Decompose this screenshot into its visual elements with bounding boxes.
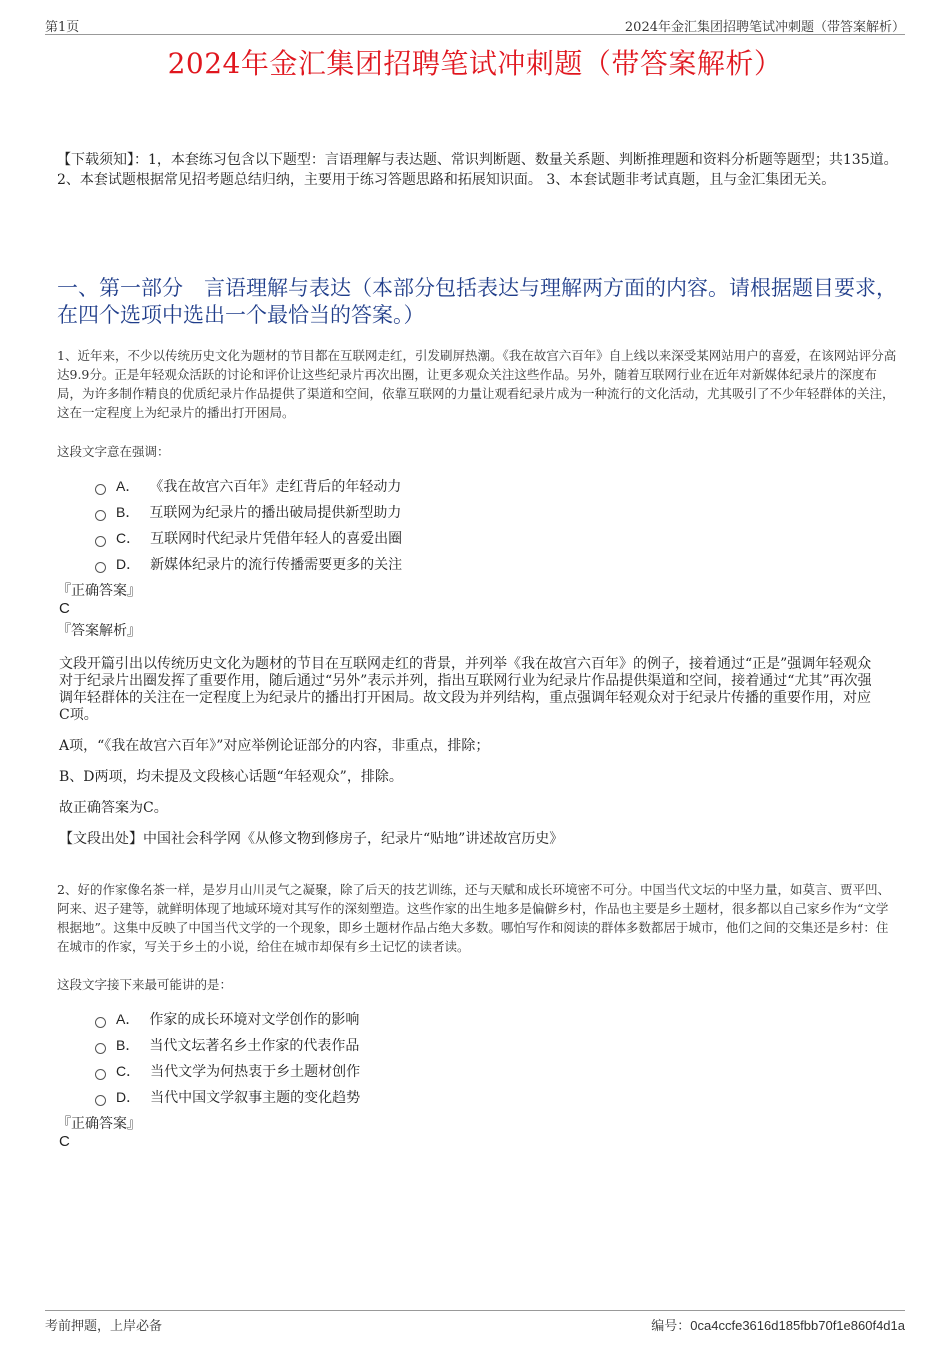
question-2-answer — [57, 1113, 899, 1153]
header-doc-title: 2024年金汇集团招聘笔试冲刺题（带答案解析） — [624, 20, 905, 35]
answer-value: C — [59, 600, 70, 617]
page-header — [45, 14, 905, 35]
option-text: 作家的成长环境对文学创作的影响 — [149, 1012, 360, 1028]
option-text: 互联网时代纪录片凭借年轻人的喜爱出圈 — [150, 531, 403, 547]
analysis-paragraph: 故正确答案为C。 — [59, 800, 168, 816]
radio-icon[interactable] — [95, 1043, 106, 1054]
option-letter: A． — [116, 478, 140, 494]
footer-code — [651, 1315, 905, 1334]
question-1-option-b[interactable] — [95, 499, 695, 525]
question-2-option-b[interactable] — [95, 1032, 695, 1058]
radio-icon[interactable] — [95, 1095, 106, 1106]
analysis-paragraph: 文段开篇引出以传统历史文化为题材的节目在互联网走红的背景，并列举《我在故宫六百年》的例子，接着通过“正是”强调年轻观众对于纪录片出圈发挥了重要作用，随后通过“另外”表示并列，指出互联网行业为纪录片作品提供渠道和空间，接着通过“尤其”再次强调年轻群体的关注在一定程度上为纪录片的播出打开困局。故文段为并列结构，重点强调年轻观众对于纪录片传播的重要作用，对应C项。 — [59, 656, 872, 723]
radio-icon[interactable] — [95, 1017, 106, 1028]
option-text: 新媒体纪录片的流行传播需要更多的关注 — [150, 557, 403, 573]
radio-icon[interactable] — [95, 510, 106, 521]
option-letter: C． — [116, 1063, 141, 1079]
answer-label: 『正确答案』 — [57, 1116, 141, 1132]
download-notice: 【下载须知】：1，本套练习包含以下题型：言语理解与表达题、常识判断题、数量关系题、判断推理题和资料分析题等题型；共135道。 2、本套试题根据常见招考题总结归纳，主要用于练习答题思路和拓展知识面。 3、本套试题非考试真题，且与金汇集团无关。 — [57, 152, 898, 188]
section-title: 一、第一部分 言语理解与表达（本部分包括表达与理解两方面的内容。请根据题目要求，在四个选项中选出一个最恰当的答案。） — [57, 276, 897, 327]
answer-value: C — [59, 1133, 70, 1150]
radio-icon[interactable] — [95, 562, 106, 573]
option-text: 当代文学为何热衷于乡土题材创作 — [150, 1064, 361, 1080]
option-letter: D． — [116, 556, 141, 572]
option-letter: D． — [116, 1089, 141, 1105]
footer-code-label: 编号： — [651, 1319, 691, 1334]
option-letter: B． — [116, 1037, 140, 1053]
question-1-option-d[interactable] — [95, 551, 695, 577]
analysis-paragraph: B、D两项，均未提及文段核心话题“年轻观众”，排除。 — [59, 769, 403, 785]
question-1-analysis — [59, 656, 881, 862]
option-letter: C． — [116, 530, 141, 546]
radio-icon[interactable] — [95, 536, 106, 547]
option-text: 《我在故宫六百年》走红背后的年轻动力 — [149, 479, 402, 495]
question-1-text: 1、近年来，不少以传统历史文化为题材的节目都在互联网走红，引发刷屏热潮。《我在故宫六百年》自上线以来深受某网站用户的喜爱，在该网站评分高达9.9分。正是年轻观众活跃的讨论和评价让这些纪录片再次出圈，让更多观众关注这些作品。另外，随着互联网行业在近年对新媒体纪录片的深度布局，为许多制作精良的优质纪录片作品提供了渠道和空间，依靠互联网的力量让观看纪录片成为一种流行的文化活动，尤其吸引了不少年轻群体的关注，这在一定程度上为纪录片的播出打开困局。 — [57, 348, 897, 420]
option-letter: A． — [116, 1011, 140, 1027]
option-text: 互联网为纪录片的播出破局提供新型助力 — [149, 505, 402, 521]
question-1-options — [95, 473, 695, 577]
option-text: 当代中国文学叙事主题的变化趋势 — [150, 1090, 361, 1106]
page-number: 第1页 — [45, 20, 80, 35]
footer-code-value: 0ca4ccfe3616d185fbb70f1e860f4d1a — [690, 1318, 905, 1333]
document-title: 2024年金汇集团招聘笔试冲刺题（带答案解析） — [167, 47, 783, 80]
question-2-text: 2、好的作家像名茶一样，是岁月山川灵气之凝聚，除了后天的技艺训练，还与天赋和成长环境密不可分。中国当代文坛的中坚力量，如莫言、贾平凹、阿来、迟子建等，就鲜明体现了地域环境对其写作的深刻塑造。这些作家的出生地多是偏僻乡村，作品也主要是乡土题材，很多都以自己家乡作为“文学根据地”。这集中反映了中国当代文学的一个现象，即乡土题材作品占绝大多数。哪怕写作和阅读的群体多数都居于城市，他们之间的交集还是乡村：住在城市的作家，写关于乡土的小说，给住在城市却保有乡土记忆的读者读。 — [57, 882, 890, 954]
radio-icon[interactable] — [95, 484, 106, 495]
analysis-source: 【文段出处】中国社会科学网《从修文物到修房子，纪录片“贴地”讲述故宫历史》 — [59, 831, 564, 847]
question-1-option-a[interactable] — [95, 473, 695, 499]
page-footer — [45, 1310, 905, 1334]
analysis-label: 『答案解析』 — [57, 623, 141, 639]
question-2-option-c[interactable] — [95, 1058, 695, 1084]
question-1-option-c[interactable] — [95, 525, 695, 551]
option-letter: B． — [116, 504, 140, 520]
question-2-options — [95, 1006, 695, 1110]
question-1-prompt: 这段文字意在强调： — [57, 444, 170, 459]
question-2-prompt: 这段文字接下来最可能讲的是： — [57, 977, 233, 992]
question-2-option-d[interactable] — [95, 1084, 695, 1110]
radio-icon[interactable] — [95, 1069, 106, 1080]
footer-slogan: 考前押题，上岸必备 — [45, 1319, 163, 1334]
question-1-answer — [57, 580, 899, 640]
option-text: 当代文坛著名乡土作家的代表作品 — [149, 1038, 360, 1054]
answer-label: 『正确答案』 — [57, 583, 141, 599]
analysis-paragraph: A项，“《我在故宫六百年》”对应举例论证部分的内容，非重点，排除； — [59, 738, 490, 754]
question-2-option-a[interactable] — [95, 1006, 695, 1032]
